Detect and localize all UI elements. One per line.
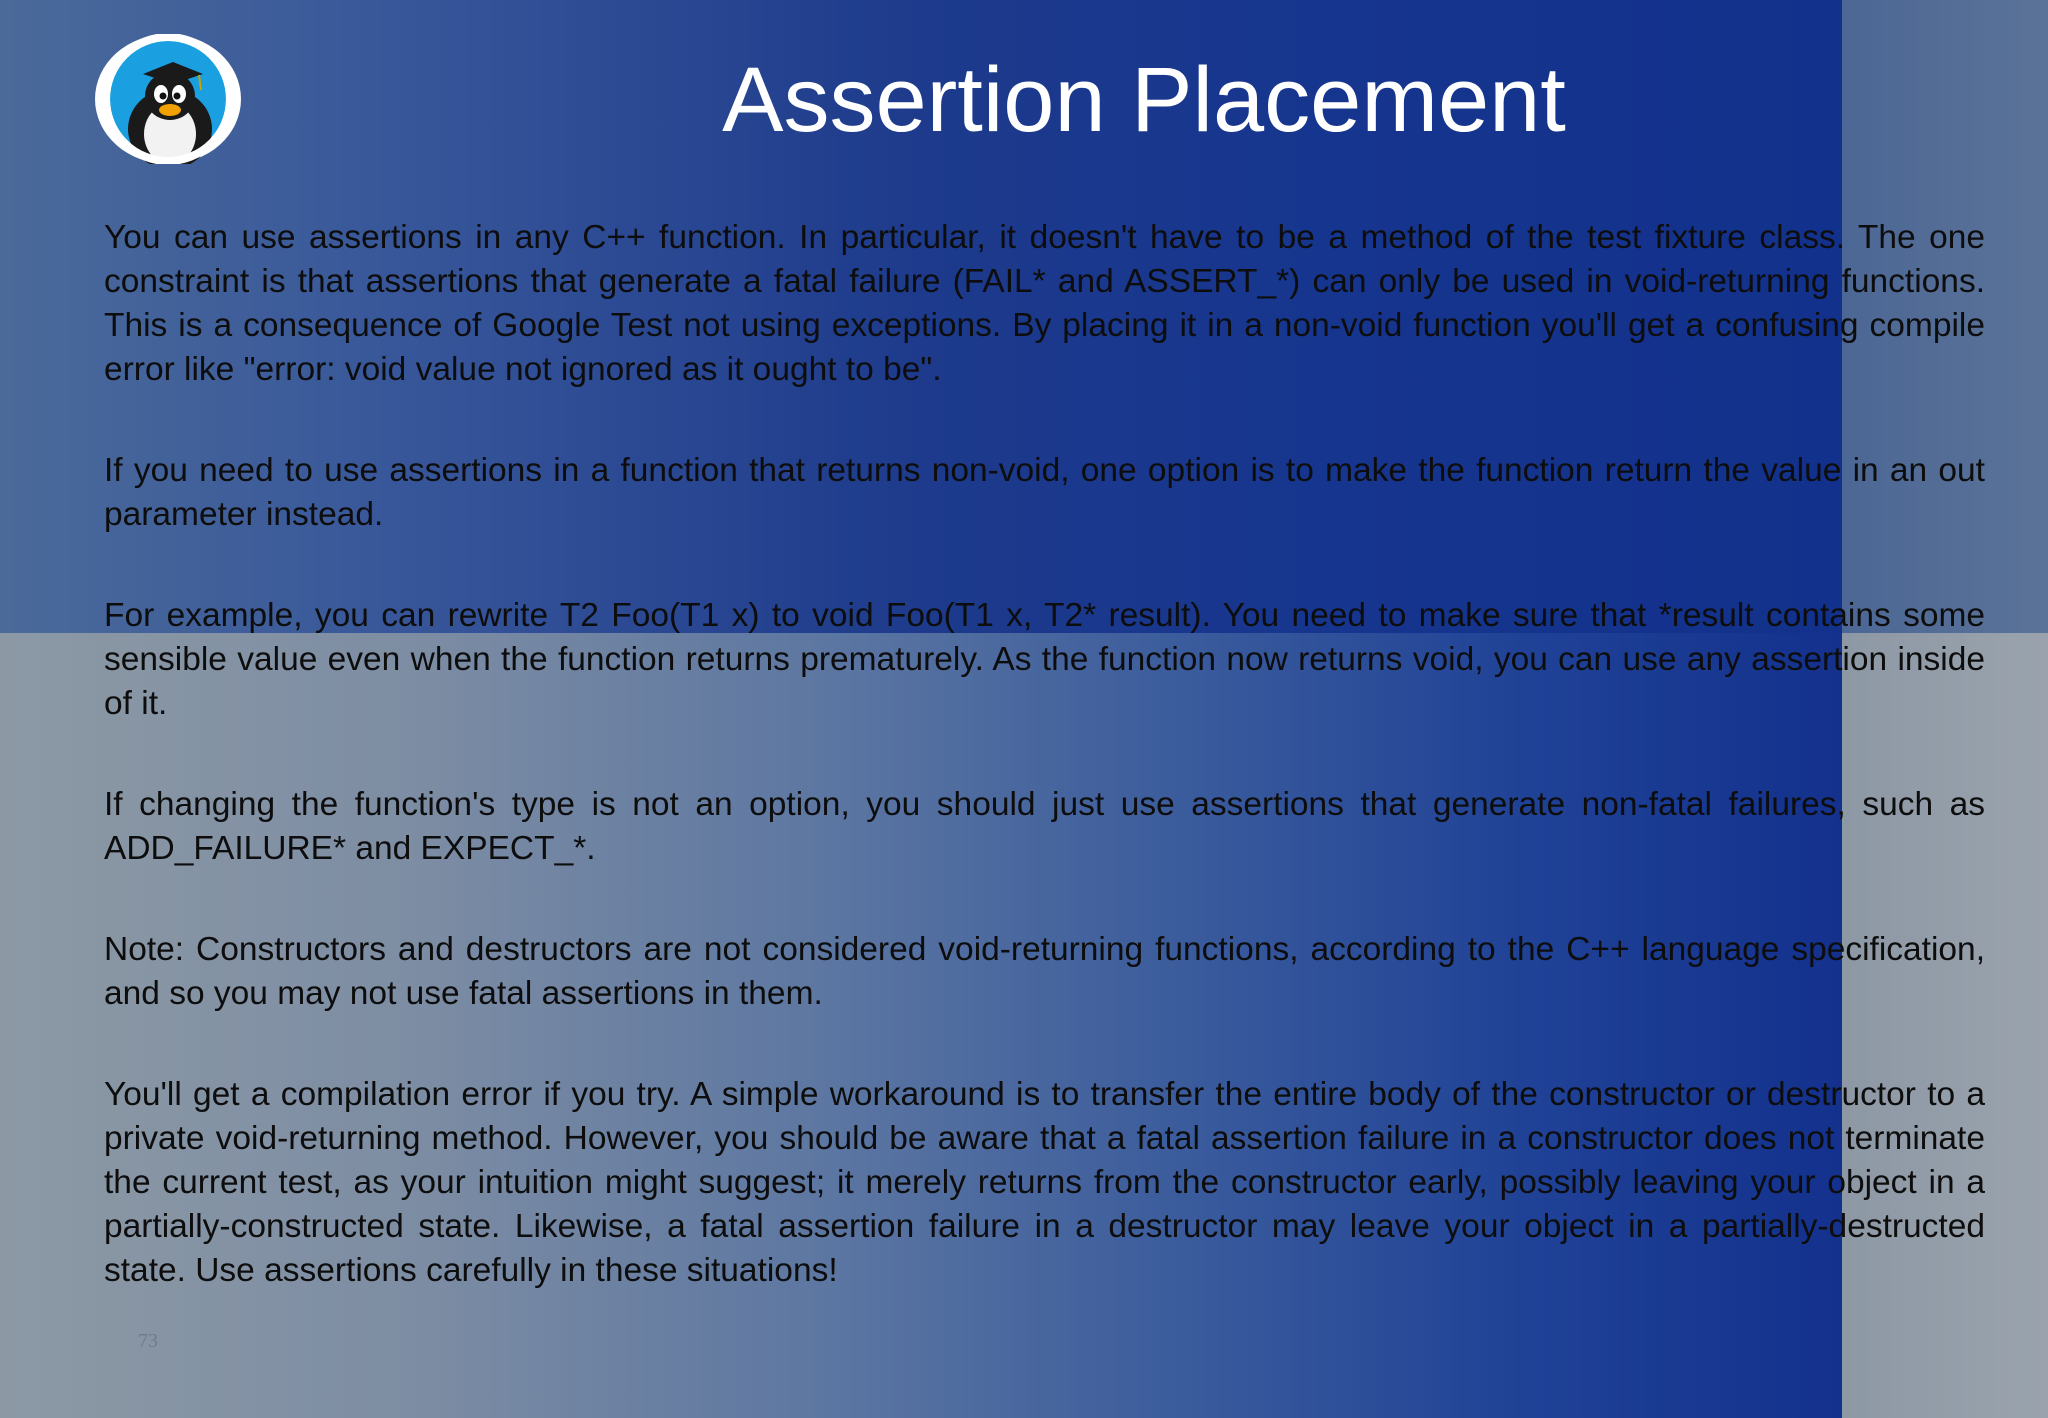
page-number: 73 [138, 1330, 158, 1352]
slide-body [104, 216, 1985, 1293]
paragraph-constructors-note: Note: Constructors and destructors are not considered void-returning functions, according to the C++ language specification, and so you may not use fatal assertions in them. [104, 931, 1985, 1012]
paragraph-non-fatal-alternative: If changing the function's type is not an option, you should just use assertions that generate non-fatal failures, such as ADD_FAILURE* and EXPECT_*. [104, 786, 1985, 867]
paragraph-fatal-assertions-void: You can use assertions in any C++ function. In particular, it doesn't have to be a method of the test fixture class. The one constraint is that assertions that generate a fatal failure (FAIL* and ASSERT_*) can only be used in void-returning functions. This is a consequence of Google Test not using exceptions. By placing it in a non-void function you'll get a confusing compile error like "error: void value not ignored as it ought to be". [104, 219, 1985, 388]
paragraph-rewrite-example: For example, you can rewrite T2 Foo(T1 x) to void Foo(T1 x, T2* result). You need to make sure that *result contains some sensible value even when the function returns prematurely. As the function now returns void, you can use any assertion inside of it. [104, 597, 1985, 722]
paragraph-workaround: You'll get a compilation error if you try. A simple workaround is to transfer the entire body of the constructor or destructor to a private void-returning method. However, you should be aware that a fatal assertion failure in a constructor does not terminate the current test, as your intuition might suggest; it merely returns from the constructor early, possibly leaving your object in a partially-constructed state. Likewise, a fatal assertion failure in a destructor may leave your object in a partially-destructed state. Use assertions carefully in these situations! [104, 1076, 1985, 1289]
paragraph-out-parameter: If you need to use assertions in a function that returns non-void, one option is to make the function return the value in an out parameter instead. [104, 452, 1985, 533]
slide-title: Assertion Placement [722, 49, 1566, 151]
